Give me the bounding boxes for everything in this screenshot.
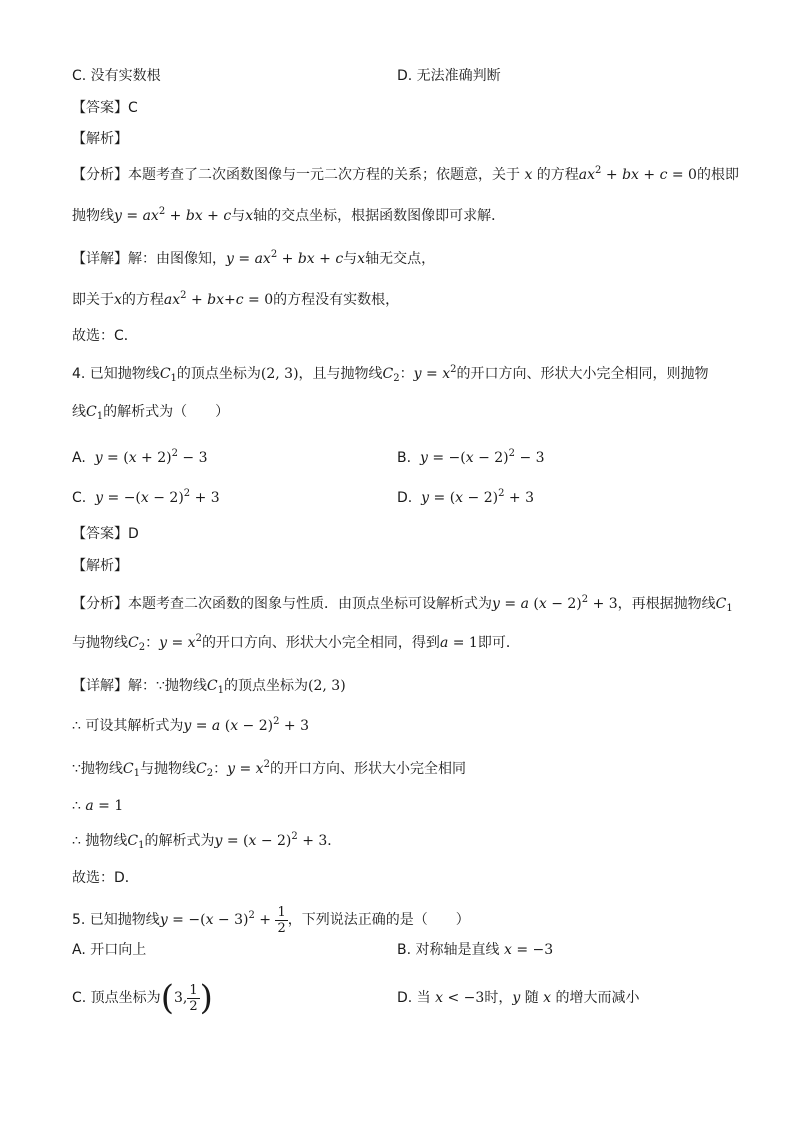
- text: 随: [524, 990, 539, 1006]
- q4-option-a: A. $y = (x + 2)^2 - 3$: [72, 448, 208, 466]
- text: 的方程: [121, 292, 164, 308]
- text: C. 顶点坐标为: [72, 990, 161, 1006]
- label: B.: [397, 450, 412, 466]
- text: 与抛物线: [72, 635, 128, 651]
- text: ，下列说法正确的是（ ）: [287, 912, 470, 928]
- text: 轴的交点坐标，根据函数图像即可求解．: [253, 208, 506, 224]
- q3-fenxi-line1: 【分析】本题考查了二次函数图像与一元二次方程的关系；依题意，关于 x 的方程$ax^2$ + bx + c = 0的根即: [72, 165, 739, 183]
- text: 抛物线: [72, 208, 114, 224]
- text: ．: [327, 833, 342, 849]
- text: ：: [145, 635, 160, 651]
- text: 的方程: [536, 167, 579, 183]
- text: 抛物线: [85, 833, 128, 849]
- q3-answer: 【答案】C: [72, 100, 138, 116]
- fraction-one-half: $\frac{1}{2}$: [189, 982, 198, 1014]
- text: ，且与抛物线: [298, 366, 383, 382]
- text: 的开口方向、形状大小完全相同: [269, 761, 466, 777]
- text: 的顶点坐标为: [176, 366, 261, 382]
- label: A.: [72, 450, 86, 466]
- q3-analysis-heading: 【解析】: [72, 131, 128, 147]
- q4-detail-line1: 【详解】解：∵抛物线$C_1$的顶点坐标为(2, 3): [72, 678, 346, 696]
- q4-detail-line3: ∵抛物线$C_1$与抛物线$C_2$：$y = x^2$的开口方向、形状大小完全相同: [72, 759, 466, 779]
- text: 即关于: [72, 292, 114, 308]
- q3-fenxi-line2: 抛物线$y = ax^2$ + bx + c与x轴的交点坐标，根据函数图像即可求解．: [72, 206, 506, 224]
- text: B. 对称轴是直线: [397, 942, 500, 958]
- text: 时，: [484, 990, 513, 1006]
- q4-answer: 【答案】D: [72, 526, 139, 542]
- q4-option-b: B. $y = -(x - 2)^2 - 3$: [397, 448, 545, 466]
- text: 线: [72, 404, 86, 420]
- q3-option-c: C. 没有实数根: [72, 68, 161, 84]
- text: 的开口方向、形状大小完全相同，则抛物: [456, 366, 709, 382]
- text: 的方程没有实数根，: [273, 292, 400, 308]
- text: 抛物线: [80, 761, 123, 777]
- text: 的增大而减小: [555, 990, 640, 1006]
- text: 5. 已知抛物线: [72, 912, 160, 928]
- text: 的根即: [696, 167, 739, 183]
- text: 【分析】本题考查二次函数的图象与性质．由顶点坐标可设解析式为: [72, 596, 492, 612]
- text: 抛物线: [164, 678, 207, 694]
- text: ：: [213, 761, 228, 777]
- text: 4. 已知抛物线: [72, 366, 160, 382]
- text: 的开口方向、形状大小完全相同，得到: [201, 635, 440, 651]
- q5-stem: 5. 已知抛物线$y = -(x - 3)^2$ + $\frac{1}{2}$ ，下列说法正确的是（ ）: [72, 904, 470, 936]
- q3-detail-line1: 【详解】解：由图像知，$y = ax^2$ + bx + c与x轴无交点，: [72, 249, 436, 267]
- q4-option-d: D. $y = (x - 2)^2 + 3$: [397, 488, 534, 506]
- text: 【详解】解：: [72, 678, 156, 694]
- q3-option-d: D. 无法准确判断: [397, 68, 501, 84]
- q5-option-c: C. 顶点坐标为(3, $\frac{1}{2}$ ): [72, 978, 213, 1018]
- q4-analysis-heading: 【解析】: [72, 558, 128, 574]
- q4-option-c: C. $y = -(x - 2)^2 + 3$: [72, 488, 220, 506]
- q3-conclusion: 故选：C．: [72, 328, 138, 344]
- text: 可设其解析式为: [85, 718, 184, 734]
- text: 的解析式为（ ）: [103, 404, 230, 420]
- q4-detail-line5: ∴ 抛物线$C_1$的解析式为$y = (x - 2)^2 + 3$．: [72, 831, 342, 851]
- q4-detail-line4: ∴ a = 1: [72, 798, 124, 814]
- text: D. 当: [397, 990, 431, 1006]
- text: 轴无交点，: [365, 251, 436, 267]
- q5-option-b: B. 对称轴是直线 x = −3: [397, 942, 554, 958]
- text: 的顶点坐标为: [224, 678, 309, 694]
- q4-conclusion: 故选：D．: [72, 870, 139, 886]
- text: 与抛物线: [140, 761, 197, 777]
- label: C.: [72, 490, 87, 506]
- q4-fenxi-line2: 与抛物线$C_2$：$y = x^2$的开口方向、形状大小完全相同，得到a = 1即可．: [72, 633, 520, 653]
- text: ：: [399, 366, 414, 382]
- fraction-one-half: $\frac{1}{2}$: [277, 904, 286, 936]
- text: 与: [231, 208, 246, 224]
- q5-option-a: A. 开口向上: [72, 942, 147, 958]
- q3-detail-line2: 即关于x的方程$ax^2 + bx+c = 0$的方程没有实数根，: [72, 290, 400, 308]
- text: 与: [343, 251, 358, 267]
- q4-detail-line2: ∴ 可设其解析式为y = a $(x - 2)^2 + 3$: [72, 716, 310, 734]
- text: 即可．: [477, 635, 520, 651]
- text: 【分析】本题考查了二次函数图像与一元二次方程的关系；依题意，关于: [72, 167, 520, 183]
- text: 的解析式为: [144, 833, 215, 849]
- text: ，再根据抛物线: [617, 596, 716, 612]
- q4-fenxi-line1: 【分析】本题考查二次函数的图象与性质．由顶点坐标可设解析式为y = a $(x - 2)^2 + 3$，再根据抛物线$C_1$: [72, 594, 733, 614]
- text: 【详解】解：由图像知，: [72, 251, 226, 267]
- q4-stem-line2: 线$C_1$的解析式为（ ）: [72, 404, 230, 422]
- q4-stem-line1: 4. 已知抛物线$C_1$的顶点坐标为(2, 3)，且与抛物线$C_2$：$y = x^2$的开口方向、形状大小完全相同，则抛物: [72, 364, 709, 384]
- label: D.: [397, 490, 413, 506]
- q5-option-d: D. 当 x < −3时，y 随 x 的增大而减小: [397, 990, 640, 1006]
